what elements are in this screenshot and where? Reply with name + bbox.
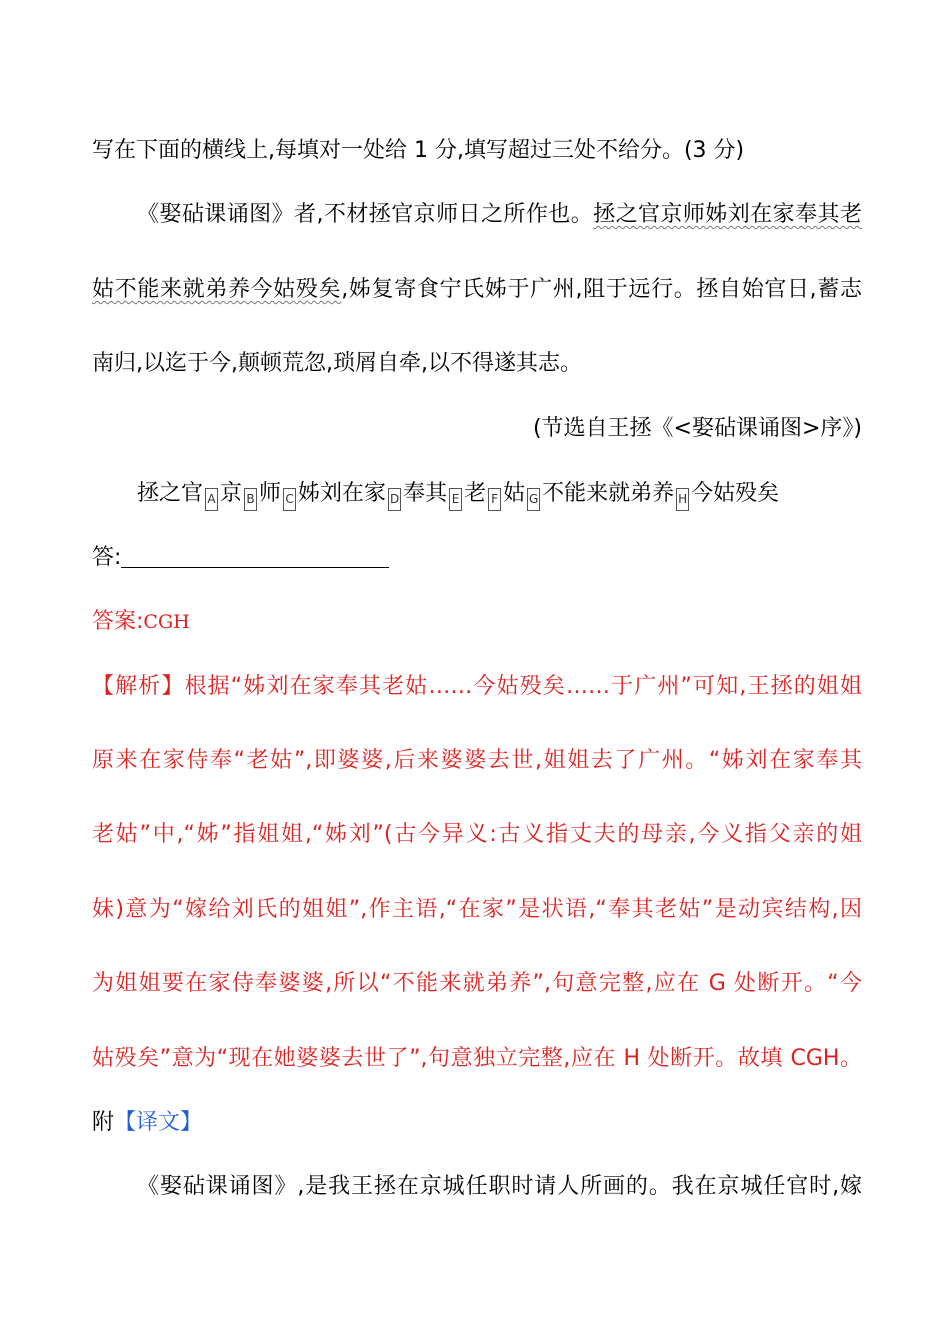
marker-a-box[interactable]: A [205,488,218,511]
question-segment: 京 [220,481,243,506]
analysis-line: 妹)意为“嫁给刘氏的姐姐”,作主语,“在家”是状语,“奉其老姑”是动宾结构,因 [92,897,862,922]
answer-row [92,543,862,573]
passage-line-2-plain: ,姊复寄食宁氏姊于广州,阻于远行。拯自始官日,蓄志 [341,277,862,302]
passage-source: (节选自王拯《<娶砧课诵图>序》) [532,416,862,441]
passage-line-1 [137,200,862,230]
question-segment: 姑 [503,481,526,506]
passage-line-2 [92,275,862,305]
question-segment: 师 [259,481,282,506]
marker-f-box[interactable]: F [488,488,501,511]
question-segment: 老 [464,481,487,506]
marker-e-box[interactable]: E [449,488,462,511]
passage-line-3: 南归,以迄于今,颠顿荒忽,琐屑自牵,以不得遂其志。 [92,351,582,376]
answer-blank-input[interactable] [121,543,389,568]
translation-label: 【译文】 [114,1110,203,1135]
passage-line-1-underlined: 拯之官京师姊刘在家奉其老 [593,202,862,227]
question-segment: 今姑殁矣 [691,481,780,506]
analysis-line: 姑殁矣”意为“现在她婆婆去世了”,句意独立完整,应在 H 处断开。故填 CGH。 [92,1046,862,1071]
question-segment: 拯之官 [137,481,204,506]
answer-label: 答: [92,545,122,570]
answer-key-label: 答案: [92,609,144,634]
marker-d-box[interactable]: D [388,488,401,511]
sentence-break-question [137,479,862,511]
analysis-line: 为姐姐要在家侍奉婆婆,所以“不能来就弟养”,句意完整,应在 G 处断开。“今 [92,971,862,996]
question-segment: 姊刘在家 [298,481,387,506]
passage-line-1-plain: 《娶砧课诵图》者,不材拯官京师日之所作也。 [137,202,594,227]
instruction-text: 写在下面的横线上,每填对一处给 1 分,填写超过三处不给分。(3 分) [92,138,745,163]
answer-key-value: CGH [143,611,190,633]
analysis-line: 原来在家侍奉“老姑”,即婆婆,后来婆婆去世,姐姐去了广州。“姊刘在家奉其 [92,748,862,773]
marker-h-box[interactable]: H [676,488,689,511]
appendix-prefix: 附 [92,1110,115,1135]
marker-b-box[interactable]: B [244,488,257,511]
appendix-heading [92,1108,862,1138]
marker-c-box[interactable]: C [283,488,296,511]
marker-g-box[interactable]: G [527,488,540,511]
analysis-line: 【解析】根据“姊刘在家奉其老姑……今姑殁矣……于广州”可知,王拯的姐姐 [92,674,862,699]
question-segment: 奉其 [403,481,448,506]
question-segment: 不能来就弟养 [542,481,675,506]
answer-key [92,607,862,637]
analysis-line: 老姑”中,“姊”指姐姐,“姊刘”(古今异义:古义指丈夫的母亲,今义指父亲的姐 [92,822,862,847]
translation-line-1: 《娶砧课诵图》,是我王拯在京城任职时请人所画的。我在京城任官时,嫁 [137,1174,862,1199]
passage-line-2-underlined: 姑不能来就弟养今姑殁矣 [92,277,342,302]
